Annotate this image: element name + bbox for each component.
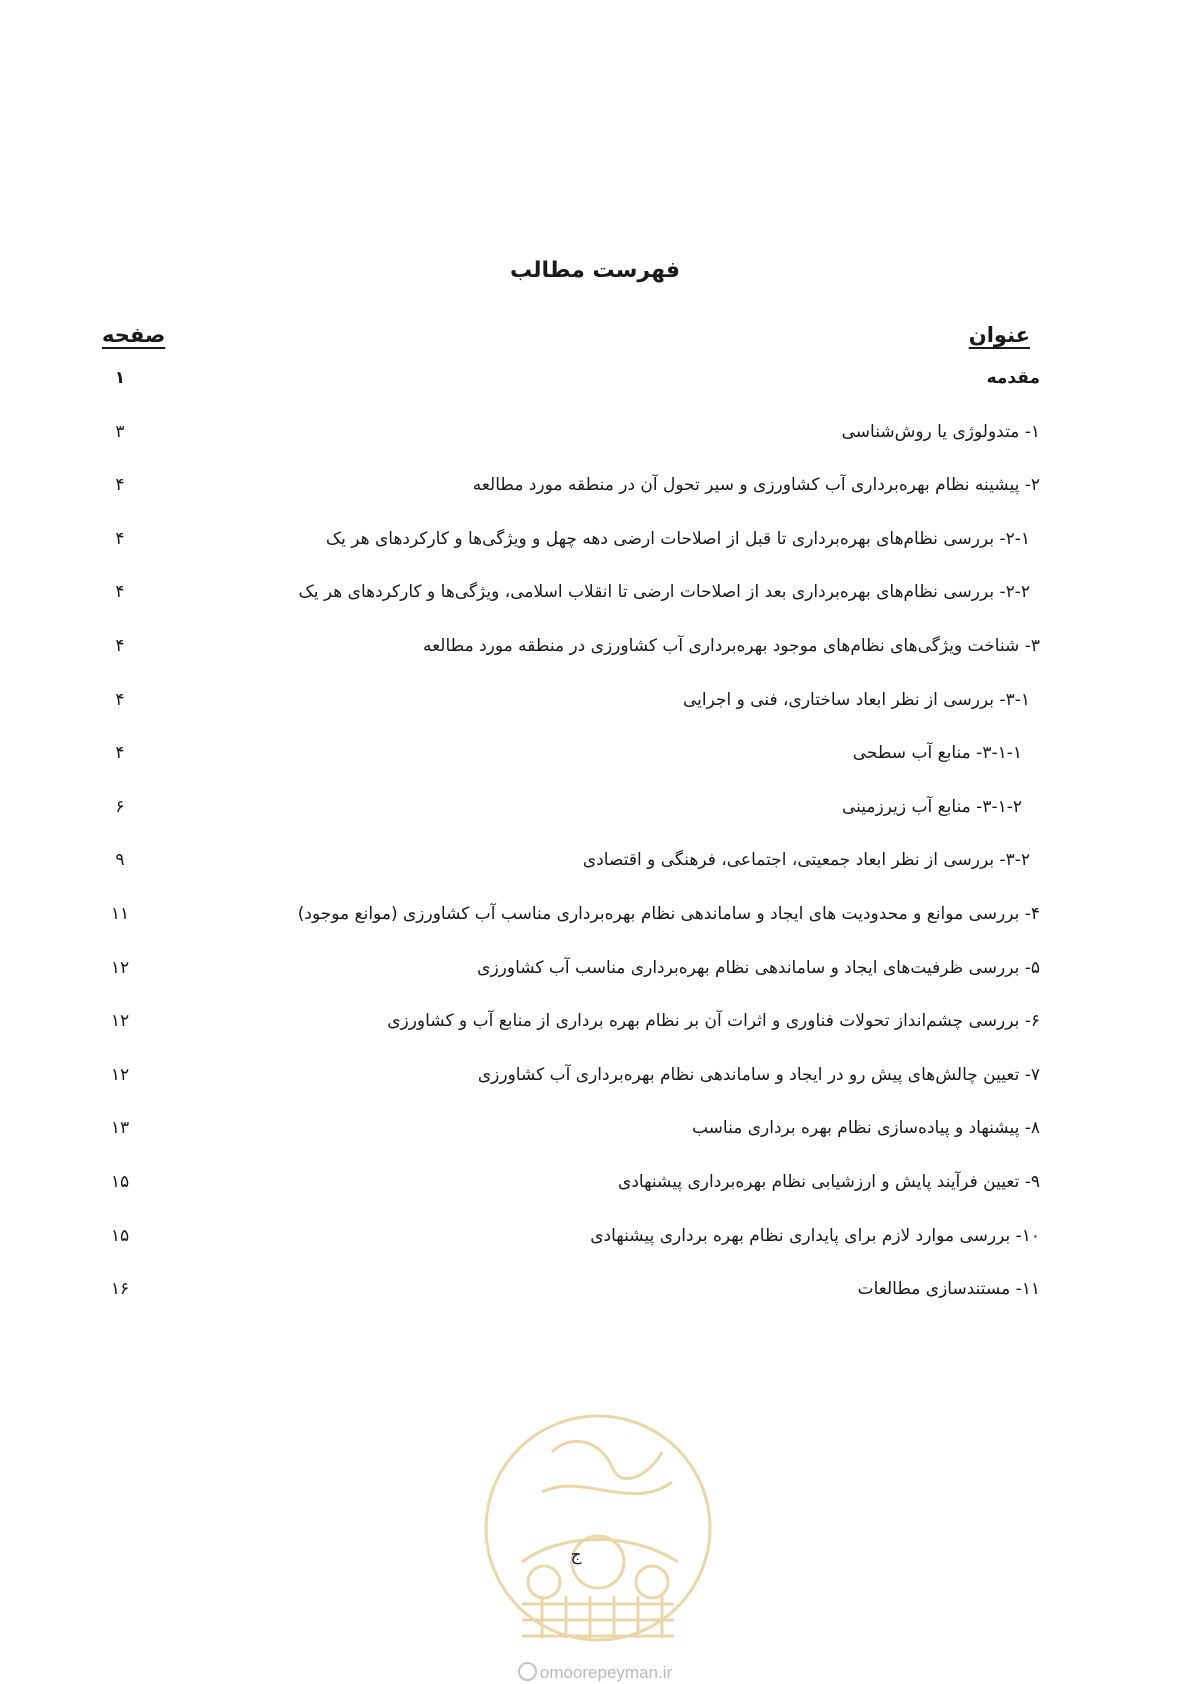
toc-entry-page: ۱۲ [110, 1064, 130, 1085]
toc-row [0, 743, 1190, 797]
toc-row [0, 1172, 1190, 1226]
column-heading-page: صفحه [102, 323, 166, 347]
toc-entry-title: ۷- تعیین چالش‌های پیش رو در ایجاد و ساماندهی نظام بهره‌برداری آب کشاورزی [477, 1064, 1040, 1085]
toc-row [0, 475, 1190, 529]
toc-entry-title: ۳- شناخت ویژگی‌های نظام‌های موجود بهره‌برداری آب کشاورزی در منطقه مورد مطالعه [422, 635, 1040, 656]
toc-entry-page: ۱۵ [110, 1225, 130, 1246]
table-of-contents [0, 368, 1190, 1333]
toc-entry-page: ۳ [115, 421, 125, 442]
toc-entry-page: ۱۲ [110, 1011, 130, 1032]
toc-entry-title: ۳-۱- بررسی از نظر ابعاد ساختاری، فنی و اجرایی [682, 689, 1030, 710]
toc-row [0, 1011, 1190, 1065]
toc-entry-page: ۴ [115, 475, 125, 496]
toc-entry-page: ۴ [115, 528, 125, 549]
toc-entry-title: ۲-۲- بررسی نظام‌های بهره‌برداری بعد از اصلاحات ارضی تا انقلاب اسلامی، ویژگی‌ها و کارکردهای هر یک [298, 582, 1030, 603]
toc-row [0, 850, 1190, 904]
toc-entry-page: ۹ [115, 850, 125, 871]
toc-entry-page: ۱۵ [110, 1171, 130, 1192]
page-number: ج [570, 1545, 582, 1565]
toc-entry-title: ۶- بررسی چشم‌انداز تحولات فناوری و اثرات آن بر نظام بهره برداری از منابع آب و کشاورزی [387, 1011, 1040, 1032]
toc-row [0, 1118, 1190, 1172]
toc-entry-title: ۳-۱-۲- منابع آب زیرزمینی [841, 796, 1022, 817]
toc-row [0, 582, 1190, 636]
watermark-seal [482, 1412, 714, 1644]
page-title: فهرست مطالب [509, 258, 681, 283]
toc-entry-page: ۱۶ [110, 1279, 130, 1300]
toc-entry-title: ۹- تعیین فرآیند پایش و ارزشیابی نظام بهره‌برداری پیشنهادی [618, 1171, 1040, 1192]
toc-row [0, 422, 1190, 476]
toc-entry-title: ۲- پیشینه نظام بهره‌برداری آب کشاورزی و سیر تحول آن در منطقه مورد مطالعه [472, 475, 1040, 496]
toc-row [0, 690, 1190, 744]
toc-row [0, 958, 1190, 1012]
toc-row [0, 529, 1190, 583]
watermark-url [0, 1662, 1190, 1683]
toc-entry-title: ۳-۱-۱- منابع آب سطحی [852, 743, 1022, 764]
toc-entry-title: مقدمه [986, 368, 1040, 388]
toc-entry-title: ۲-۱- بررسی نظام‌های بهره‌برداری تا قبل از اصلاحات ارضی دهه چهل و ویژگی‌ها و کارکردهای هر یک [325, 528, 1030, 549]
toc-row [0, 797, 1190, 851]
toc-entry-page: ۱۲ [110, 957, 130, 978]
toc-entry-page: ۱۳ [110, 1118, 130, 1139]
toc-entry-title: ۳-۲- بررسی از نظر ابعاد جمعیتی، اجتماعی، فرهنگی و اقتصادی [582, 850, 1030, 871]
toc-row [0, 636, 1190, 690]
toc-row [0, 1279, 1190, 1333]
watermark-url-text: omoorepeyman.ir [539, 1663, 673, 1682]
toc-entry-page: ۱ [114, 368, 126, 388]
toc-row [0, 368, 1190, 422]
globe-icon [518, 1662, 537, 1681]
toc-entry-page: ۴ [115, 743, 125, 764]
toc-entry-page: ۶ [115, 796, 125, 817]
toc-row [0, 904, 1190, 958]
toc-entry-page: ۱۱ [110, 903, 130, 924]
toc-entry-title: ۱۱- مستندسازی مطالعات [857, 1279, 1040, 1300]
toc-entry-page: ۴ [115, 689, 125, 710]
toc-entry-title: ۵- بررسی ظرفیت‌های ایجاد و ساماندهی نظام بهره‌برداری مناسب آب کشاورزی [477, 957, 1040, 978]
toc-entry-page: ۴ [115, 635, 125, 656]
toc-entry-page: ۴ [115, 582, 125, 603]
toc-entry-title: ۸- پیشنهاد و پیاده‌سازی نظام بهره برداری مناسب [691, 1118, 1040, 1139]
toc-entry-title: ۴- بررسی موانع و محدودیت های ایجاد و ساماندهی نظام بهره‌برداری مناسب آب کشاورزی (موانع موجود) [297, 903, 1040, 924]
toc-row [0, 1226, 1190, 1280]
toc-entry-title: ۱۰- بررسی موارد لازم برای پایداری نظام بهره برداری پیشنهادی [590, 1225, 1040, 1246]
toc-entry-title: ۱- متدولوژی یا روش‌شناسی [841, 421, 1040, 442]
column-heading-title: عنوان [968, 323, 1030, 347]
toc-row [0, 1065, 1190, 1119]
